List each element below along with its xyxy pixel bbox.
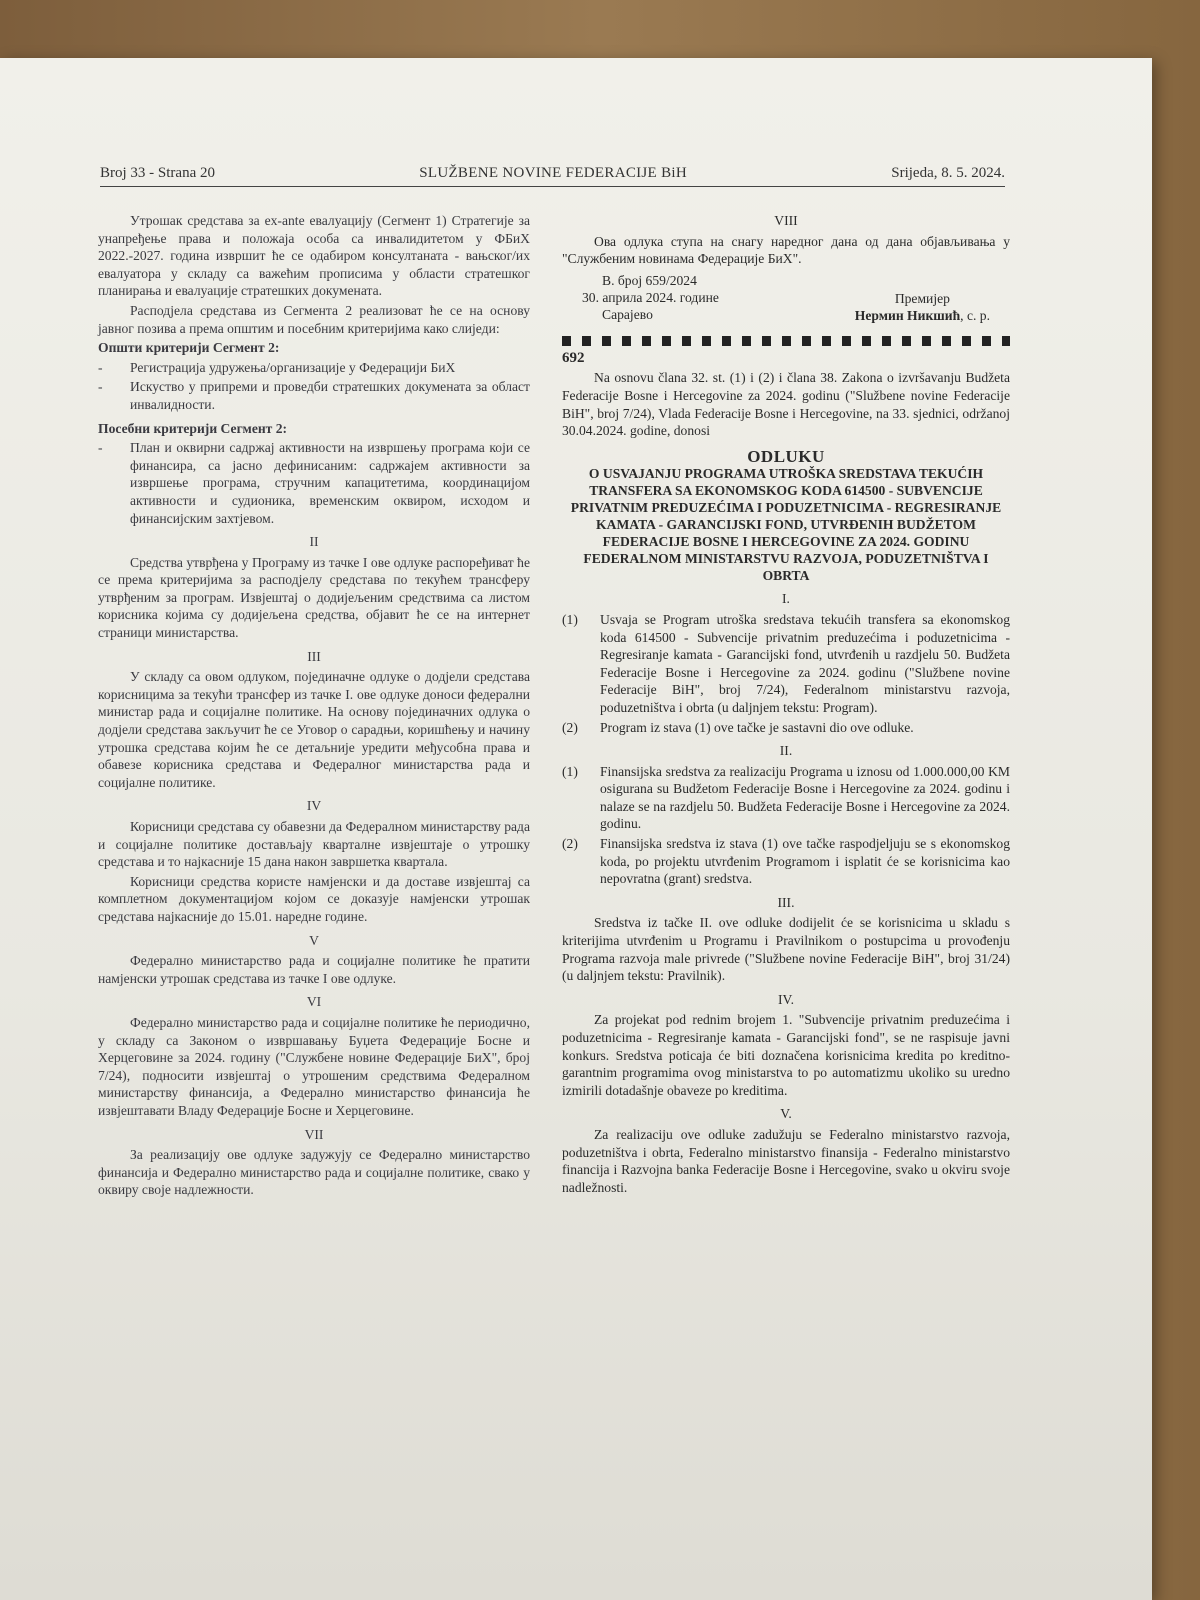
page-header bbox=[100, 165, 1005, 187]
paragraph: Sredstva iz tačke II. ove odluke dodijelit će se korisnicima u skladu s kriterijima utvrđenim u Programu i Pravilnikom o postupcima u provođenju Programa razvoja male privrede ("Službene novine Federacije BiH", broj 31/24) (u daljnjem tekstu: Pravilnik). bbox=[562, 915, 1010, 984]
list-item: (1) Usvaja se Program utroška sredstava tekućih transfera sa ekonomskog koda 614500 - Subvencije privatnim preduzećima i poduzetnicima - Regresiranje kamata - Garancijski fond, utvrđenih u razdjelu 50. Budžeta Federacije Bosne i Hercegovine za 2024. godinu ("Službene novine Federacije BiH", broj 7/24), Federalnom ministarstvu razvoja, poduzetništva i obrta (u daljnjem tekstu: Program). bbox=[562, 611, 1010, 715]
paragraph: Корисници средства користе намјенски и да доставе извјештај са комплетном документацијом којом се доказује намјенски утрошак средстава најкасније до 15.01. наредне године. bbox=[98, 873, 530, 924]
right-column bbox=[562, 212, 1010, 1198]
section-number: IV bbox=[306, 798, 322, 814]
signature-block bbox=[562, 272, 1010, 324]
decision-number: В. број 659/2024 bbox=[602, 272, 697, 288]
list-item: - Искуство у припреми и проведби стратешких докумената за област инвалидности. bbox=[98, 379, 530, 412]
section-number: II. bbox=[779, 743, 793, 759]
signatory-name: Нермин Никшић bbox=[854, 307, 961, 323]
paragraph: Расподјела средстава из Сегмента 2 реализоват ће се на основу јавног позива а према општим и посебним критеријима како слиједи: bbox=[98, 302, 530, 336]
publication-title: SLUŽBENE NOVINE FEDERACIJE BiH bbox=[419, 165, 687, 181]
signatory-title: Премијер bbox=[894, 290, 950, 306]
list-item: (2) Finansijska sredstva iz stava (1) ove tačke raspodjeljuju se s ekonomskog koda, po projektu utvrđenim Programom i isplatit će se korisnicima kao nepovratna (grant) sredstva. bbox=[562, 836, 1010, 887]
section-number: I. bbox=[782, 591, 790, 607]
section-number: III. bbox=[777, 894, 795, 910]
paragraph: У складу са овом одлуком, појединачне одлуке о додјели средстава корисницима за текући трансфер из тачке I. ове одлуке доноси федерални министар рада и социјалне политике. На основу појединачних одлука о додјели средстава закључит ће се Уговор о сарадњи, коришћењу и начину утрошка средстава којим ће се детаљније уредити међусобна права и обавезе корисника средстава и Федералног министарства рада и социјалне политике. bbox=[98, 669, 530, 790]
dash-marker: - bbox=[98, 379, 103, 395]
section-number: III bbox=[307, 648, 321, 664]
section-number: VI bbox=[306, 994, 322, 1010]
article-separator bbox=[562, 336, 1010, 346]
list-item: (2) Program iz stava (1) ove tačke je sastavni dio ove odluke. bbox=[562, 719, 914, 735]
section-number: V. bbox=[780, 1106, 792, 1122]
list-item: - Регистрација удружења/организације у Федерацији БиХ bbox=[98, 359, 456, 375]
general-criteria-heading: Општи критерији Сегмент 2: bbox=[98, 340, 280, 356]
list-item: - План и оквирни садржај активности на извршењу програма који се финансира, са јасно дефинисаним: садржајем активности за извршење програма, стручним капацитетима, координацијом активности и судионика, временским оквиром, исходом и финансијским захтјевом. bbox=[98, 440, 530, 526]
paragraph: Na osnovu člana 32. st. (1) i (2) i člana 38. Zakona o izvršavanju Budžeta Federacije Bosne i Hercegovine za 2024. godinu ("Službene novine Federacije BiH", broj 7/24), Vlada Federacije Bosne i Hercegovine, na 33. sjednici, održanoj 30.04.2024. godine, donosi bbox=[562, 370, 1010, 439]
document-number: 692 bbox=[562, 349, 585, 366]
paragraph: Za realizaciju ove odluke zadužuju se Federalno ministarstvo razvoja, poduzetništva i obrta, Federalno ministarstvo finansija - Federalno ministarstvo financija i Razvojna banka Federacije Bosne i Hercegovine, svako u okviru svoje nadležnosti. bbox=[562, 1126, 1010, 1195]
section-number: II bbox=[309, 534, 319, 550]
decision-subtitle: O USVAJANJU PROGRAMA UTROŠKA SREDSTAVA TEKUĆIH TRANSFERA SA EKONOMSKOG KODA 614500 - SUBVENCIJE PRIVATNIM PREDUZEĆIMA I PODUZETNICIMA - REGRESIRANJE KAMATA - GARANCIJSKI FOND, UTVRĐENIH BUDŽETOM FEDERACIJE BOSNE I HERCEGOVINE ZA 2024. GODINU FEDERALNOM MINISTARSTVU RAZVOJA, PODUZETNIŠTVA I OBRTA bbox=[570, 466, 1002, 584]
decision-title: ODLUKU bbox=[747, 446, 825, 466]
section-number: IV. bbox=[778, 991, 794, 1007]
section-number: VII bbox=[304, 1126, 324, 1142]
paragraph: Корисници средстава су обавезни да Федералном министарству рада и социјалне политике достављају кварталне извјештаје о утрошку средстава и то најкасније 15 дана након завршетка квартала. bbox=[98, 819, 530, 870]
decision-date: 30. априла 2024. године bbox=[582, 289, 719, 305]
dash-marker: - bbox=[98, 359, 103, 375]
dash-marker: - bbox=[98, 440, 103, 456]
left-column bbox=[98, 212, 530, 1201]
list-item: (1) Finansijska sredstva za realizaciju Programa u iznosu od 1.000.000,00 KM osigurana su Budžetom Federacije Bosne i Hercegovine za 2024. godinu i nalaze se na razdjelu 50. Budžeta Federacije Bosne i Hercegovine za 2024. godinu. bbox=[562, 763, 1010, 832]
special-criteria-heading: Посебни критерији Сегмент 2: bbox=[98, 420, 288, 436]
paragraph: Федерално министарство рада и социјалне политике ће периодично, у складу са Законом о извршавању Буџета Федерације Босне и Херцеговине за 2024. годину ("Службене новине Федерације БиХ", број 7/24), подносити извјештај о утрошеним средствима Федералном министарству финансија, а Федерално министарство финансија ће извјештавати Владу Федерације Босне и Херцеговине. bbox=[98, 1014, 530, 1118]
paragraph: Утрошак средстава за ex-ante евалуацију (Сегмент 1) Стратегије за унапређење права и положаја особа са инвалидитетом у ФБиХ 2022.-2027. година извршит ће се одабиром консултаната - вањског/их евалуатора у складу са важећим прописима у области стратешког планирања и евалуације стратешких докумената. bbox=[98, 213, 530, 299]
paragraph: Федерално министарство рада и социјалне политике ће пратити намјенски утрошак средстава из тачке I ове одлуке. bbox=[98, 953, 530, 986]
decision-place: Сарајево bbox=[602, 306, 653, 322]
paragraph: Средства утврђена у Програму из тачке I ове одлуке распоређиват ће се према критеријима за расподјелу средстава по текућем трансферу утврђеним за програм. Извјештај о додијељеним средствима са листом корисника којима су додијељена средства, објавит ће се на интернет страници министарства. bbox=[98, 554, 530, 641]
section-number: V bbox=[309, 932, 319, 948]
issue-date: Srijeda, 8. 5. 2024. bbox=[891, 165, 1005, 181]
paragraph: Ова одлука ступа на снагу наредног дана од дана објављивања у "Службеним новинама Федерације БиХ". bbox=[562, 233, 1010, 267]
paragraph: За реализацију ове одлуке задужују се Федерално министарство финансија и Федерално министарство рада и социјалне политике, свако у оквиру своје надлежности. bbox=[98, 1147, 530, 1198]
paragraph: Za projekat pod rednim brojem 1. "Subvencije privatnim preduzećima i poduzetnicima - Regresiranje kamata - Garancijski fond", se ne raspisuje javni konkurs. Sredstva poticaja će biti doznačena korisnicima kredita po kreditno-garantnim programima ovog ministarstva to po automatizmu ukoliko su uredno izmirili dotadašnje obaveze po kreditima. bbox=[562, 1012, 1010, 1098]
section-number: VIII bbox=[774, 213, 798, 228]
issue-page-number: Broj 33 - Strana 20 bbox=[100, 165, 215, 181]
signatory-suffix: , с. р. bbox=[960, 307, 990, 323]
